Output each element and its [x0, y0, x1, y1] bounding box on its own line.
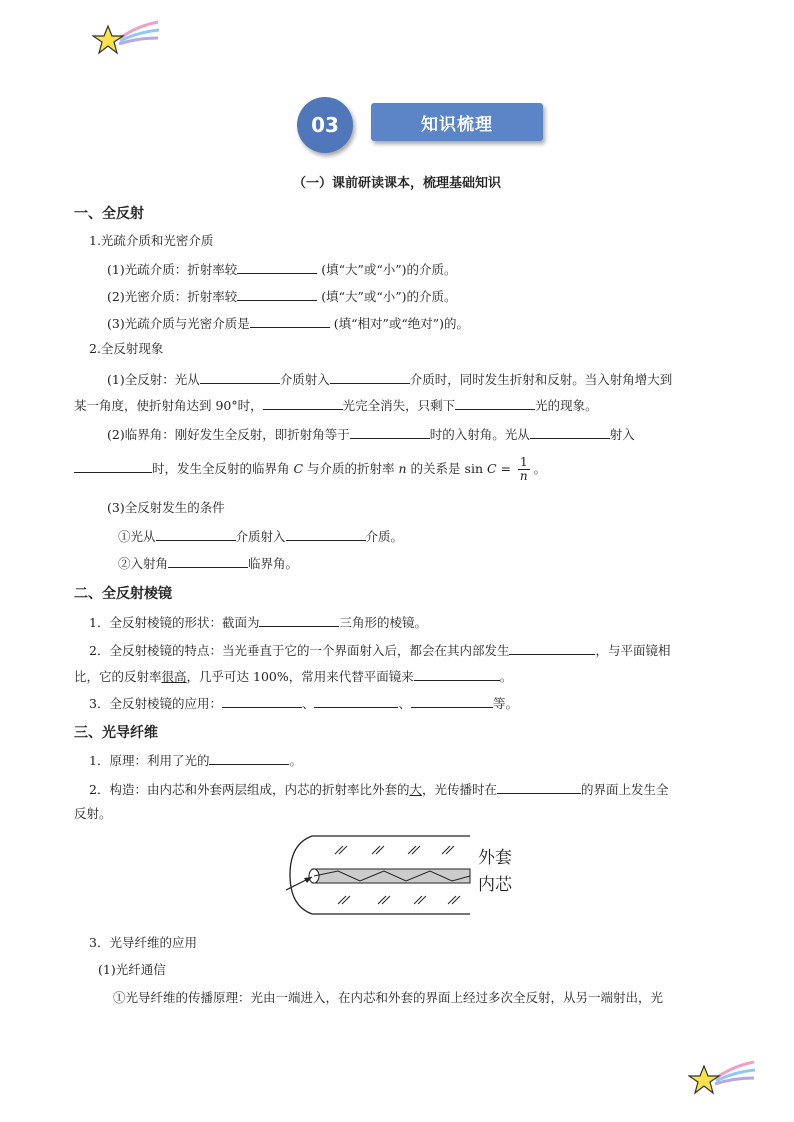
blank[interactable]	[414, 666, 500, 681]
heading-prism: 二、全反射棱镜	[74, 586, 172, 602]
section-number-badge: 03	[297, 97, 353, 153]
fiber-inner-label: 内芯	[478, 875, 512, 895]
fiber-item-3-title: 3．光导纤维的应用	[89, 935, 197, 950]
blank[interactable]	[250, 313, 330, 328]
fiber-item-2-line1: 2．构造：由内芯和外套两层组成，内芯的折射率比外套的大，光传播时在 的界面上发生全	[89, 779, 669, 799]
item-2-1-line1: (1)全反射：光从 介质射入 介质时，同时发生折射和反射。当入射角增大到	[107, 369, 672, 389]
blank[interactable]	[259, 612, 339, 627]
page-subtitle: （一）课前研读课本，梳理基础知识	[292, 176, 501, 191]
blank[interactable]	[156, 526, 236, 541]
optical-fiber-diagram	[280, 830, 480, 920]
fiber-outer-label: 外套	[478, 848, 512, 868]
blank[interactable]	[74, 458, 152, 473]
prism-item-1: 1．全反射棱镜的形状：截面为 三角形的棱镜。	[89, 612, 427, 632]
prism-item-3: 3．全反射棱镜的应用： 、 、 等。	[89, 693, 518, 713]
blank[interactable]	[286, 526, 366, 541]
blank[interactable]	[497, 779, 581, 794]
blank[interactable]	[222, 693, 302, 708]
item-2-2-line1: (2)临界角：刚好发生全反射，即折射角等于 时的入射角。光从 射入	[107, 424, 635, 444]
blank[interactable]	[330, 369, 410, 384]
item-2-3-1: ①光从 介质射入 介质。	[118, 526, 403, 546]
prism-item-2-line1: 2．全反射棱镜的特点：当光垂直于它的一个界面射入后，都会在其内部发生 ，与平面镜相	[89, 640, 670, 660]
item-1-3: (3)光疏介质与光密介质是 (填“相对”或“绝对”)的。	[107, 313, 469, 333]
item-2-2-line2: 时，发生全反射的临界角 C 与介质的折射率 n 的关系是 sin C = $\frac{1}{n}$ 。	[74, 455, 546, 483]
star-decoration-bottom	[688, 1058, 758, 1098]
item-2-1-line2: 某一角度，使折射角达到 90°时， 光完全消失，只剩下 光的现象。	[74, 395, 598, 415]
heading-total-reflection: 一、全反射	[74, 206, 144, 222]
star-decoration-top	[92, 18, 162, 58]
prism-item-2-line2: 比，它的反射率很高，几乎可达 100%，常用来代替平面镜来 。	[74, 666, 512, 686]
blank[interactable]	[168, 553, 248, 568]
item-1-title: 1.光疏介质和光密介质	[89, 233, 214, 248]
blank[interactable]	[411, 693, 493, 708]
item-1-1: (1)光疏介质：折射率较 (填“大”或“小”)的介质。	[107, 259, 457, 279]
blank[interactable]	[200, 369, 280, 384]
blank[interactable]	[314, 693, 398, 708]
fiber-item-3-1-1: ①光导纤维的传播原理：光由一端进入，在内芯和外套的界面上经过多次全反射，从另一端射出，光	[113, 990, 664, 1005]
item-2-title: 2.全反射现象	[89, 341, 164, 356]
fiber-item-2-line2: 反射。	[74, 806, 112, 821]
fiber-item-1: 1．原理：利用了光的 。	[89, 750, 302, 770]
blank[interactable]	[237, 286, 317, 301]
item-1-2: (2)光密介质：折射率较 (填“大”或“小”)的介质。	[107, 286, 457, 306]
fiber-item-3-1: (1)光纤通信	[98, 962, 166, 977]
blank[interactable]	[350, 424, 430, 439]
blank[interactable]	[455, 395, 535, 410]
section-title-banner: 知识梳理	[371, 103, 543, 141]
blank[interactable]	[209, 750, 289, 765]
blank[interactable]	[237, 259, 317, 274]
blank[interactable]	[263, 395, 343, 410]
fraction: $\frac{1}{n}$	[519, 455, 528, 483]
heading-optical-fiber: 三、光导纤维	[74, 725, 158, 741]
blank[interactable]	[509, 640, 595, 655]
item-2-3-title: (3)全反射发生的条件	[107, 500, 225, 515]
blank[interactable]	[530, 424, 610, 439]
item-2-3-2: ②入射角 临界角。	[118, 553, 298, 573]
